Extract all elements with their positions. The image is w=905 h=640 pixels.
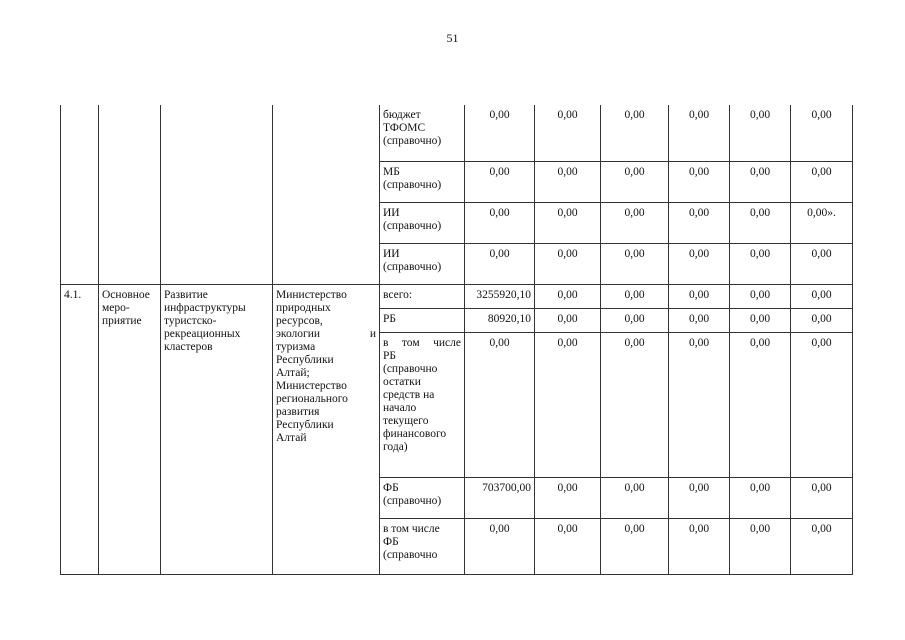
value-cell: 0,00 xyxy=(601,105,669,161)
value-cell: 0,00 xyxy=(535,477,601,518)
executor-line: Республики xyxy=(276,353,334,366)
value-cell: 0,00 xyxy=(730,161,791,202)
value-cell: 0,00 xyxy=(601,161,669,202)
cell-name-empty xyxy=(161,105,273,284)
source-line: ТФОМС xyxy=(383,122,426,134)
value-cell: 0,00 xyxy=(601,332,669,477)
source-cell xyxy=(380,161,465,202)
value-cell: 0,00 xyxy=(791,332,853,477)
value-cell: 0,00 xyxy=(730,284,791,308)
value-cell: 0,00». xyxy=(791,202,853,243)
value-cell: 0,00 xyxy=(730,202,791,243)
item-executor xyxy=(273,284,380,574)
item-type-line: Основное xyxy=(102,288,150,301)
value-cell: 0,00 xyxy=(535,284,601,308)
value-cell: 0,00 xyxy=(601,202,669,243)
executor-line: развития xyxy=(276,405,320,418)
executor-line: Республики xyxy=(276,418,334,431)
source-cell xyxy=(380,518,465,574)
value-cell: 0,00 xyxy=(669,332,730,477)
source-word: том xyxy=(401,336,420,349)
value-cell: 703700,00 xyxy=(465,477,535,518)
value-cell: 0,00 xyxy=(465,202,535,243)
source-line: ИИ xyxy=(383,247,400,260)
value-cell: 0,00 xyxy=(730,308,791,332)
source-cell xyxy=(380,202,465,243)
source-line xyxy=(383,337,461,350)
source-line: остатки xyxy=(383,375,421,388)
source-line: в том числе xyxy=(383,522,440,535)
value-cell: 0,00 xyxy=(465,105,535,161)
value-cell: 0,00 xyxy=(535,518,601,574)
value-cell: 0,00 xyxy=(535,332,601,477)
executor-line: Алтай; xyxy=(276,366,310,379)
source-line: ФБ xyxy=(383,481,399,494)
executor-line: природных xyxy=(276,301,331,314)
cell-number-empty xyxy=(61,105,99,284)
page-number: 51 xyxy=(446,31,459,45)
item-type-line: меро- xyxy=(102,301,130,314)
value-cell: 0,00 xyxy=(601,518,669,574)
source-line: (справочно xyxy=(383,548,438,561)
executor-line xyxy=(276,328,376,341)
value-cell: 0,00 xyxy=(465,332,535,477)
source-line: (справочно) xyxy=(383,135,442,147)
item-number: 4.1. xyxy=(61,284,99,574)
source-line: (справочно) xyxy=(383,219,442,232)
value-cell: 0,00 xyxy=(535,243,601,284)
executor-line: Алтай xyxy=(276,431,307,444)
item-type-line: приятие xyxy=(102,314,142,327)
value-cell: 0,00 xyxy=(601,308,669,332)
executor-word: экологии xyxy=(276,327,321,340)
value-cell: 0,00 xyxy=(730,477,791,518)
source-line: финансового xyxy=(383,427,447,440)
value-cell: 0,00 xyxy=(791,284,853,308)
source-cell xyxy=(380,477,465,518)
source-line: текущего xyxy=(383,414,429,427)
source-line: ИИ xyxy=(383,206,400,219)
cell-executor-empty xyxy=(273,105,380,284)
table-row xyxy=(61,105,853,161)
value-cell: 3255920,10 xyxy=(465,284,535,308)
source-line: бюджет xyxy=(383,109,421,121)
source-cell xyxy=(380,332,465,477)
value-cell: 0,00 xyxy=(669,161,730,202)
source-line: (справочно) xyxy=(383,494,442,507)
item-type xyxy=(99,284,161,574)
item-name-line: Развитие xyxy=(164,288,208,301)
source-line: ФБ xyxy=(383,535,399,548)
value-cell: 0,00 xyxy=(601,243,669,284)
source-cell: РБ xyxy=(380,308,465,332)
value-cell: 0,00 xyxy=(730,332,791,477)
value-cell: 0,00 xyxy=(669,284,730,308)
value-cell: 0,00 xyxy=(465,518,535,574)
executor-line: Министерство xyxy=(276,379,347,392)
value-cell: 0,00 xyxy=(669,202,730,243)
value-cell: 0,00 xyxy=(535,105,601,161)
value-cell: 80920,10 xyxy=(465,308,535,332)
item-name-line: туристско- xyxy=(164,314,217,327)
item-name-line: кластеров xyxy=(164,340,213,353)
table-row xyxy=(61,284,853,308)
source-cell: всего: xyxy=(380,284,465,308)
value-cell: 0,00 xyxy=(465,243,535,284)
executor-line: ресурсов, xyxy=(276,314,323,327)
executor-line: туризма xyxy=(276,340,316,353)
item-name xyxy=(161,284,273,574)
budget-table xyxy=(60,105,853,575)
value-cell: 0,00 xyxy=(730,243,791,284)
source-line: (справочно xyxy=(383,362,438,375)
source-line: года) xyxy=(383,440,408,453)
value-cell: 0,00 xyxy=(791,105,853,161)
source-line: средств на xyxy=(383,388,435,401)
value-cell: 0,00 xyxy=(669,518,730,574)
executor-line: Министерство xyxy=(276,288,347,301)
value-cell: 0,00 xyxy=(791,243,853,284)
source-line: (справочно) xyxy=(383,178,442,191)
source-line: РБ xyxy=(383,349,396,362)
item-name-line: рекреационных xyxy=(164,327,241,340)
executor-line: регионального xyxy=(276,392,348,405)
value-cell: 0,00 xyxy=(535,308,601,332)
value-cell: 0,00 xyxy=(465,161,535,202)
value-cell: 0,00 xyxy=(791,518,853,574)
source-line: (справочно) xyxy=(383,260,442,273)
source-cell xyxy=(380,243,465,284)
source-word: в xyxy=(383,336,389,349)
value-cell: 0,00 xyxy=(791,308,853,332)
value-cell: 0,00 xyxy=(601,477,669,518)
source-word: числе xyxy=(433,336,461,349)
value-cell: 0,00 xyxy=(730,518,791,574)
value-cell: 0,00 xyxy=(791,161,853,202)
value-cell: 0,00 xyxy=(669,243,730,284)
value-cell: 0,00 xyxy=(669,308,730,332)
value-cell: 0,00 xyxy=(791,477,853,518)
value-cell: 0,00 xyxy=(535,202,601,243)
value-cell: 0,00 xyxy=(535,161,601,202)
value-cell: 0,00 xyxy=(669,477,730,518)
value-cell: 0,00 xyxy=(669,105,730,161)
item-name-line: инфраструктуры xyxy=(164,301,246,314)
cell-type-empty xyxy=(99,105,161,284)
source-cell xyxy=(380,105,465,161)
source-line: МБ xyxy=(383,165,400,178)
executor-word: и xyxy=(369,327,376,340)
value-cell: 0,00 xyxy=(601,284,669,308)
source-line: начало xyxy=(383,401,417,414)
value-cell: 0,00 xyxy=(730,105,791,161)
